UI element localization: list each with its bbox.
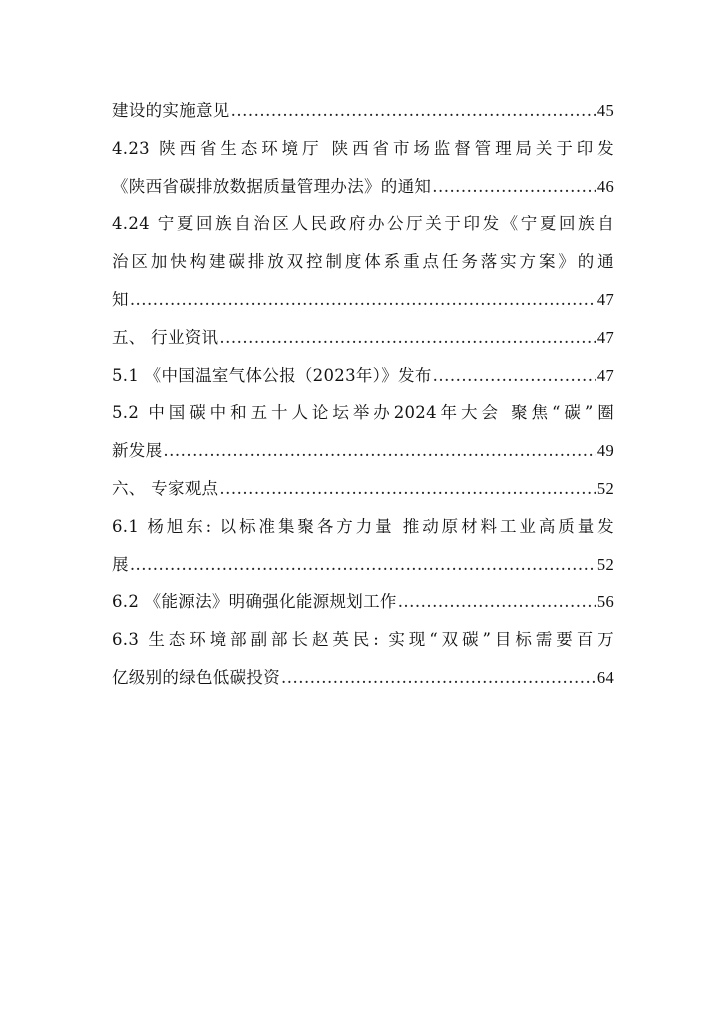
toc-entry-5-2[interactable]	[112, 394, 614, 470]
toc-page-number: 47	[596, 365, 614, 385]
toc-page-number: 52	[596, 478, 614, 498]
toc-entry-title: 6.2 《能源法》明确强化能源规划工作	[112, 592, 397, 612]
toc-entry-title: 6.3 生态环境部副部长赵英民: 实现“双碳”目标需要百万	[112, 630, 614, 650]
toc-page-number: 64	[596, 667, 614, 687]
toc-entry-title: 4.23 陕西省生态环境厅 陕西省市场监督管理局关于印发	[112, 138, 614, 158]
toc-section-title: 五、 行业资讯	[112, 327, 219, 347]
toc-entry-6-2[interactable]	[112, 583, 614, 621]
toc-entry-6-3[interactable]	[112, 621, 614, 697]
toc-line	[112, 659, 614, 697]
toc-page-number: 47	[596, 289, 614, 309]
dot-leader	[398, 583, 596, 621]
toc-entry-title: 建设的实施意见	[112, 101, 230, 120]
toc-page-number: 49	[596, 441, 614, 461]
toc-entry-implementation-opinion[interactable]	[112, 92, 614, 130]
dot-leader	[432, 168, 596, 206]
toc-line	[112, 546, 614, 584]
toc-entry-title: 《陕西省碳排放数据质量管理办法》的通知	[112, 176, 432, 196]
dot-leader	[219, 319, 596, 357]
toc-line	[112, 168, 614, 206]
toc-line	[112, 281, 614, 319]
dot-leader	[219, 470, 596, 508]
table-of-contents	[112, 92, 614, 697]
dot-leader	[163, 432, 595, 470]
toc-section-title: 六、 专家观点	[112, 478, 219, 498]
toc-line	[112, 470, 614, 508]
toc-page-number: 47	[596, 327, 614, 347]
toc-entry-title: 亿级别的绿色低碳投资	[112, 667, 280, 687]
dot-leader	[130, 546, 596, 584]
toc-page-number: 56	[596, 592, 614, 612]
toc-entry-6-1[interactable]	[112, 508, 614, 584]
toc-entry-title: 知	[112, 289, 129, 309]
toc-entry-title: 4.24 宁夏回族自治区人民政府办公厅关于印发《宁夏回族自	[112, 214, 614, 234]
dot-leader	[130, 281, 596, 319]
toc-line	[112, 92, 614, 130]
dot-leader	[433, 357, 596, 395]
toc-entry-title: 治区加快构建碳排放双控制度体系重点任务落实方案》的通	[112, 252, 614, 272]
toc-entry-4-24[interactable]	[112, 205, 614, 318]
toc-entry-5-1[interactable]	[112, 357, 614, 395]
toc-line	[112, 583, 614, 621]
toc-entry-title: 5.2 中国碳中和五十人论坛举办2024年大会 聚焦“碳”圈	[112, 403, 614, 423]
toc-line	[112, 432, 614, 470]
toc-line	[112, 357, 614, 395]
toc-entry-title: 6.1 杨旭东: 以标准集聚各方力量 推动原材料工业高质量发	[112, 516, 614, 536]
toc-line	[112, 319, 614, 357]
dot-leader	[231, 92, 596, 130]
toc-entry-title: 5.1 《中国温室气体公报（2023年）》发布	[112, 365, 432, 385]
toc-page-number: 46	[596, 176, 614, 196]
toc-page-number: 45	[596, 101, 614, 120]
toc-section-industry-news[interactable]	[112, 319, 614, 357]
toc-entry-title: 展	[112, 554, 129, 574]
toc-entry-title: 新发展	[112, 441, 163, 461]
dot-leader	[281, 659, 596, 697]
toc-section-expert-views[interactable]	[112, 470, 614, 508]
toc-entry-4-23[interactable]	[112, 130, 614, 206]
toc-page-number: 52	[596, 554, 614, 574]
